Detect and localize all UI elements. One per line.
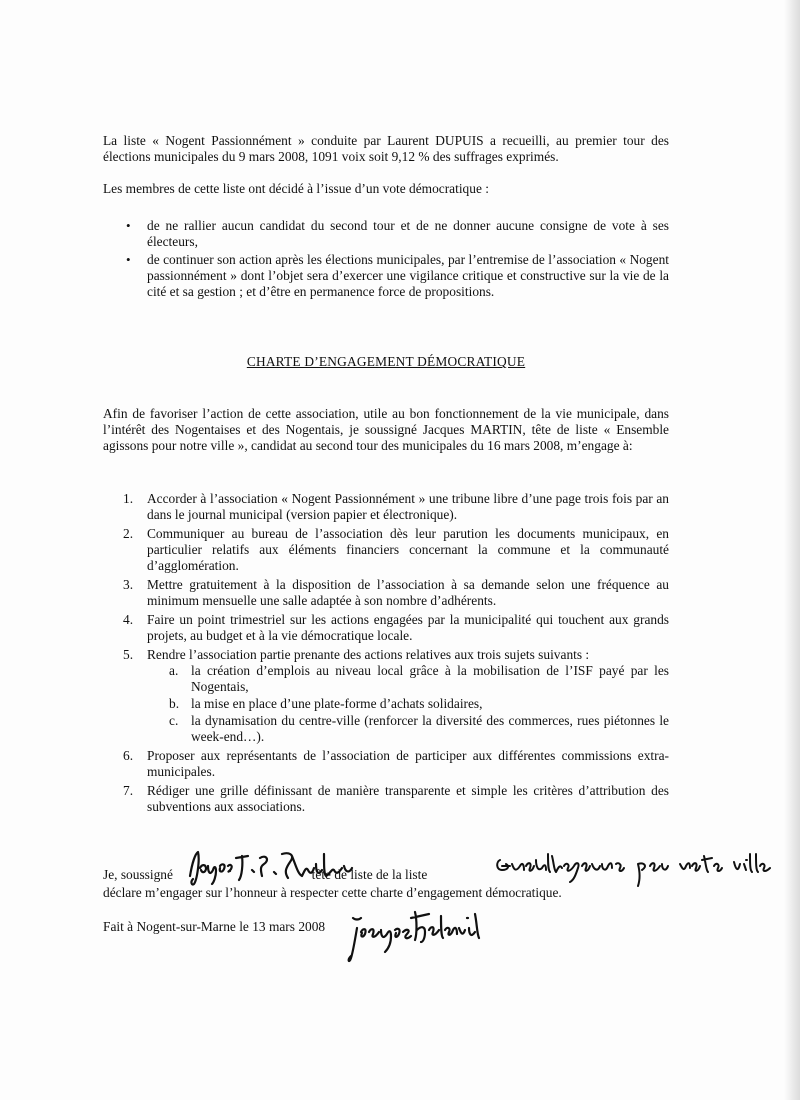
list-item [103, 218, 669, 250]
handwritten-signature [345, 906, 485, 968]
list-item [103, 783, 669, 815]
item-text: Faire un point trimestriel sur les actions engagées par la municipalité qui touchent aux grands projets, au budget et à la vie démocratique locale. [147, 612, 669, 643]
intro-paragraph-decision: Les membres de cette liste ont décidé à l’issue d’un vote démocratique : [103, 181, 489, 196]
item-text: Mettre gratuitement à la disposition de l’association à sa demande selon une fréquence au minimum mensuelle une salle adaptée à son nombre d’adhérents. [147, 577, 669, 608]
item-text: Rédiger une grille définissant de manière transparente et simple les critères d’attribution des subventions aux associations. [147, 783, 669, 814]
item-number: 3. [123, 577, 134, 592]
list-item [103, 612, 669, 644]
decision-bullet-list [103, 218, 669, 302]
item-text: Rendre l’association partie prenante des actions relatives aux trois sujets suivants : [147, 647, 590, 662]
bullet-icon: • [126, 252, 131, 267]
list-item [103, 491, 669, 523]
charter-preamble: Afin de favoriser l’action de cette association, utile au bon fonctionnement de la vie municipale, dans l’intérêt des Nogentaises et des Nogentais, je soussigné Jacques MARTIN, tête de liste « Ensemble agissons pour notre ville », candidat au second tour des municipales du 16 mars 2008, m’engage à: [103, 406, 669, 453]
list-item [103, 577, 669, 609]
subitem-text: la dynamisation du centre-ville (renforcer la diversité des commerces, rues piétonnes le week-end…). [191, 713, 669, 744]
item-text: Proposer aux représentants de l’association de participer aux différentes commissions extra-municipales. [147, 748, 669, 779]
subtopic-list [147, 663, 669, 745]
item-number: 4. [123, 612, 134, 627]
charter-title: CHARTE D’ENGAGEMENT DÉMOCRATIQUE [246, 354, 526, 369]
subitem-letter: c. [169, 713, 179, 728]
list-item [147, 663, 669, 695]
declaration-line-1 [103, 866, 703, 884]
declaration-line-2: déclare m’engager sur l’honneur à respecter cette charte d’engagement démocratique. [103, 885, 562, 900]
list-label: tête de liste de la liste [311, 867, 428, 882]
soussigne-label: Je, soussigné [103, 867, 173, 882]
item-text: Accorder à l’association « Nogent Passionnément » une tribune libre d’une page trois fois par an dans le journal municipal (version papier et électronique). [147, 491, 669, 522]
subitem-letter: a. [169, 663, 179, 678]
item-number: 1. [123, 491, 134, 506]
bullet-icon: • [126, 218, 131, 233]
signature-declaration [103, 866, 703, 902]
list-item [147, 713, 669, 745]
bullet-text: de continuer son action après les élections municipales, par l’entremise de l’association « Nogent passionnément » dont l’objet sera d’exercer une vigilance critique et constructive sur la vie de la cité et sa gestion ; et d’être en permanence force de propositions. [147, 252, 669, 299]
subitem-text: la création d’emplois au niveau local grâce à la mobilisation de l’ISF payé par les Nogentais, [191, 663, 669, 694]
place-date: Fait à Nogent-sur-Marne le 13 mars 2008 [103, 919, 326, 934]
list-item [103, 252, 669, 300]
list-item [103, 647, 669, 745]
item-number: 7. [123, 783, 134, 798]
bullet-text: de ne rallier aucun candidat du second tour et de ne donner aucune consigne de vote à ses électeurs, [147, 218, 669, 249]
item-number: 2. [123, 526, 134, 541]
list-item [103, 526, 669, 574]
list-item [103, 748, 669, 780]
intro-paragraph-results: La liste « Nogent Passionnément » conduite par Laurent DUPUIS a recueilli, au premier tour des élections municipales du 9 mars 2008, 1091 voix soit 9,12 % des suffrages exprimés. [103, 133, 669, 164]
subitem-letter: b. [169, 696, 180, 711]
subitem-text: la mise en place d’une plate-forme d’achats solidaires, [191, 696, 483, 711]
item-number: 5. [123, 647, 134, 662]
item-text: Communiquer au bureau de l’association dès leur parution les documents municipaux, en particulier relatifs aux éléments financiers concernant la commune et la communauté d’agglomération. [147, 526, 669, 573]
list-item [147, 696, 669, 712]
scan-page-edge [784, 0, 800, 1100]
commitment-list [103, 491, 669, 818]
item-number: 6. [123, 748, 134, 763]
